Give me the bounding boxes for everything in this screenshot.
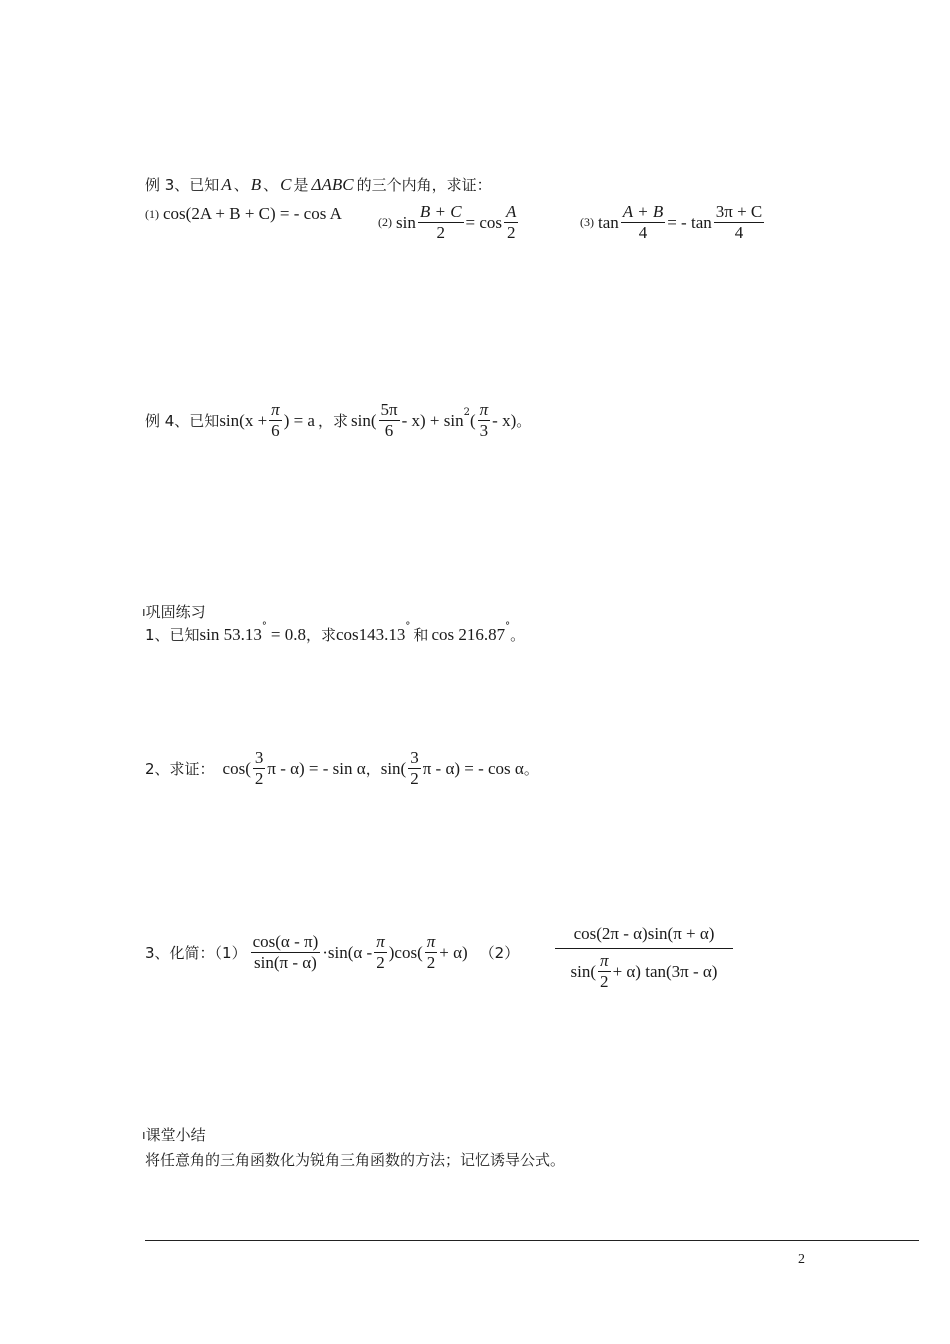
q2-prefix: 2、求证：: [145, 760, 215, 778]
eq-cos: = cos: [465, 212, 503, 232]
triangle-abc: ΔABC: [311, 174, 354, 194]
sin-open: sin(: [380, 758, 407, 778]
bullet-icon: ı: [142, 1127, 146, 1142]
period: 。: [523, 760, 539, 778]
var-a: A: [221, 174, 232, 194]
fraction: [598, 951, 611, 992]
fraction: [425, 932, 438, 973]
numerator: π: [426, 932, 436, 951]
practice-q1: [145, 621, 526, 645]
sin-func: sin: [396, 212, 416, 232]
sin-value: sin 53.13: [199, 624, 262, 644]
summary-text: 将任意角的三角函数化为锐角三角函数的方法；记忆诱导公式。: [145, 1151, 566, 1169]
denominator: 6: [384, 421, 394, 440]
denominator: 4: [734, 223, 744, 242]
is-word: 是: [293, 176, 309, 194]
ex3-part-3: [580, 202, 766, 243]
summary-heading: [142, 1124, 206, 1145]
numerator: A: [506, 202, 517, 221]
q1-prefix: 1、已知: [145, 626, 200, 644]
heading-text: 巩固练习: [145, 603, 206, 621]
numerator: 5π: [380, 400, 398, 419]
denominator: 6: [271, 421, 280, 440]
sin2-open: sin(: [351, 410, 377, 430]
denominator: 2: [436, 223, 445, 242]
numerator: π: [271, 400, 280, 419]
part-2-label: （2）: [479, 944, 520, 962]
fraction: [379, 400, 400, 441]
ex4-prefix: 例 4、已知: [145, 412, 220, 430]
eq-value: = 0.8: [270, 624, 306, 644]
formula-rest: π - α) = - cos α: [422, 758, 524, 778]
ex3-prefix: 例 3、已知: [145, 176, 220, 194]
q3-prefix: 3、化简：（1）: [145, 944, 247, 962]
comma: ，: [365, 760, 381, 778]
denominator: 3: [479, 421, 489, 440]
part-label: (1): [145, 206, 159, 221]
den-sin: sin(: [570, 961, 597, 981]
var-b: B: [250, 174, 262, 194]
fraction: [269, 400, 282, 441]
var-c: C: [280, 174, 292, 194]
example-4-statement: [145, 400, 531, 441]
part-label: (3): [580, 215, 594, 229]
denominator: 2: [506, 223, 516, 242]
bullet-icon: ı: [142, 604, 146, 619]
fraction: [621, 202, 665, 243]
heading-text: 课堂小结: [145, 1126, 206, 1144]
numerator: 3: [254, 748, 264, 767]
page-number: 2: [798, 1252, 805, 1267]
minus-x: - x) + sin: [401, 410, 464, 430]
fraction: [714, 202, 765, 243]
cos-open: cos(: [222, 758, 251, 778]
denominator: 2: [426, 953, 436, 972]
degree: °: [261, 621, 267, 632]
practice-heading: [142, 601, 206, 622]
close-eq: ) = a: [283, 410, 315, 430]
footer-divider: [145, 1240, 919, 1241]
part-label: (2): [378, 215, 392, 229]
formula-rest: π - α) = - sin α: [267, 758, 366, 778]
numerator: 3: [410, 748, 419, 767]
numerator: A + B: [622, 202, 664, 221]
fraction: [478, 400, 491, 441]
fraction: [374, 932, 387, 973]
example-3-statement: [145, 174, 492, 195]
sep: 、: [233, 176, 249, 194]
square-exponent: 2: [463, 407, 470, 418]
formula: cos(2A + B + C) = - cos A: [163, 204, 342, 223]
denominator: 2: [376, 953, 385, 972]
denominator: sin(π - α): [254, 953, 317, 972]
cos-value-2: cos 216.87: [431, 624, 506, 644]
degree: °: [405, 621, 411, 632]
ask: ，求: [305, 626, 336, 644]
denominator: 2: [254, 769, 264, 788]
den-rest: + α) tan(3π - α): [612, 961, 718, 981]
and-word: 和: [413, 626, 429, 644]
eq-neg-tan: = - tan: [667, 212, 712, 232]
minus-x2: - x): [492, 410, 517, 430]
fraction: [504, 202, 518, 243]
tan-func: tan: [598, 212, 619, 232]
ex3-part-2: [378, 202, 520, 243]
ex3-suffix: 的三个内角，求证：: [356, 176, 492, 194]
numerator: π: [376, 932, 385, 951]
denominator: 4: [638, 223, 648, 242]
q3-part2-fraction: [555, 924, 733, 992]
fraction: [408, 748, 421, 789]
denominator: 2: [600, 972, 609, 991]
sin-open: sin(x +: [219, 410, 268, 430]
fraction: [251, 932, 321, 973]
sep: 、: [263, 176, 279, 194]
degree: °: [505, 621, 511, 632]
paren-open: (: [469, 410, 476, 430]
numerator: 3π + C: [715, 202, 763, 221]
ask: ，求: [317, 412, 348, 430]
cos-part: )cos(: [388, 942, 423, 962]
practice-q3: [145, 932, 519, 973]
numerator: cos(2π - α)sin(π + α): [555, 924, 733, 949]
sin-part: ·sin(α -: [322, 942, 373, 962]
period: 。: [516, 412, 532, 430]
ex3-part-1: [145, 204, 342, 224]
practice-q2: [145, 748, 539, 789]
numerator: B + C: [419, 202, 462, 221]
cos-value-1: cos143.13: [336, 624, 406, 644]
fraction: [418, 202, 464, 243]
period: 。: [510, 626, 526, 644]
numerator: π: [600, 951, 609, 970]
denominator: [555, 951, 733, 992]
denominator: 2: [410, 769, 419, 788]
fraction: [253, 748, 266, 789]
plus-alpha: + α): [439, 942, 468, 962]
numerator: cos(α - π): [252, 932, 319, 951]
numerator: π: [479, 400, 489, 419]
